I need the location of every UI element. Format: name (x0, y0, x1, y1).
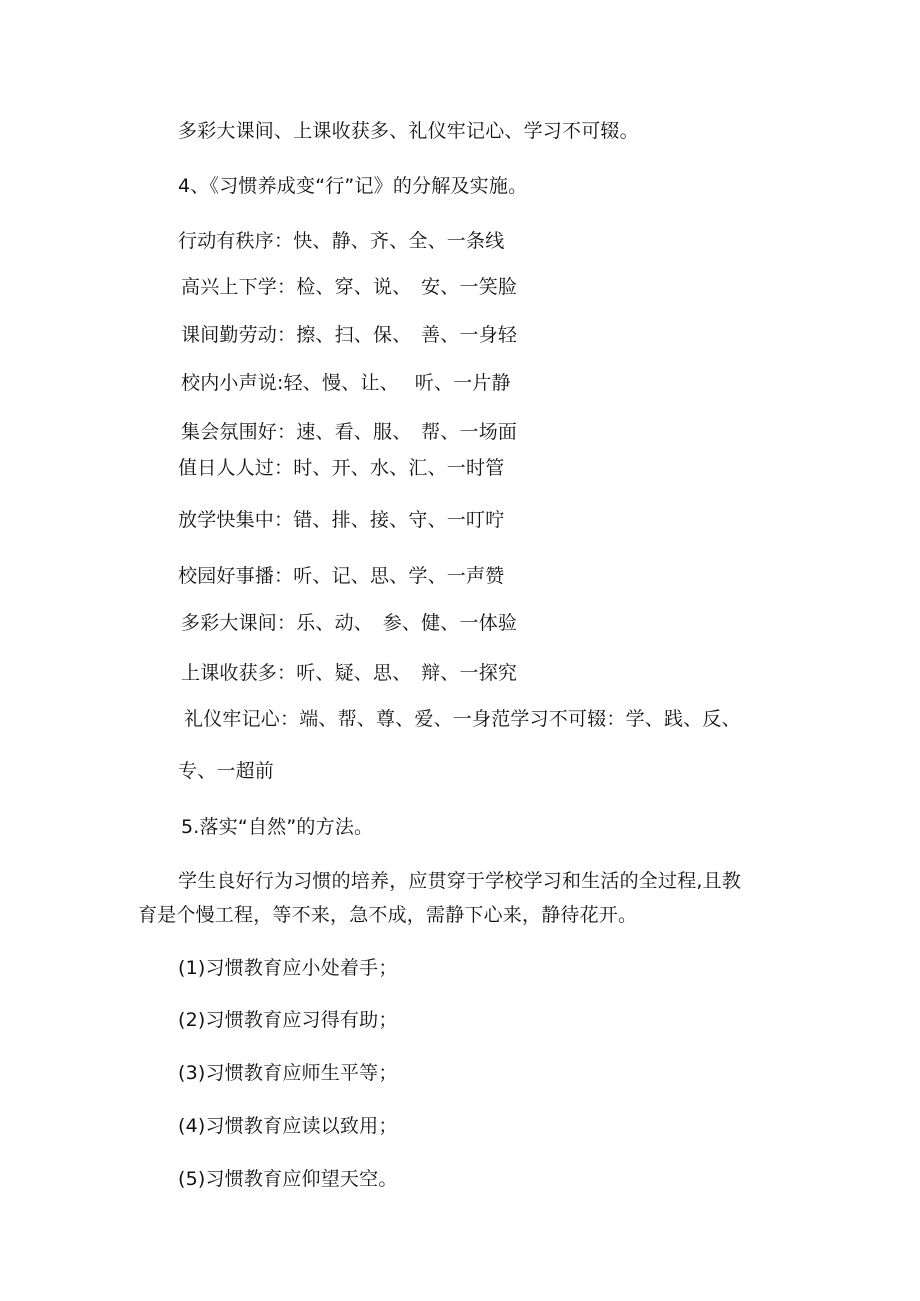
section-heading: 5.落实“自然”的方法。 (181, 816, 374, 838)
list-item: (1)习惯教育应小处着手； (178, 957, 398, 979)
text-line: 值日人人过：时、开、水、汇、一时管 (178, 457, 505, 479)
text-line: 多彩大课间：乐、动、 参、健、一体验 (181, 612, 518, 634)
list-item: (5)习惯教育应仰望天空。 (178, 1168, 398, 1190)
text-line: 放学快集中：错、排、接、守、一叮咛 (178, 509, 505, 531)
paragraph-line: 学生良好行为习惯的培养，应贯穿于学校学习和生活的全过程,且教 (178, 870, 742, 892)
list-item: (2)习惯教育应习得有助； (178, 1009, 398, 1031)
text-line: 校园好事播：听、记、思、学、一声赞 (178, 565, 505, 587)
list-item: (4)习惯教育应读以致用； (178, 1115, 398, 1137)
text-line: 礼仪牢记心：端、帮、尊、爱、一身范学习不可辍：学、践、反、 (184, 708, 741, 730)
text-line: 课间勤劳动：擦、扫、保、 善、一身轻 (181, 324, 518, 346)
text-line: 校内小声说:轻、慢、让、 听、一片静 (181, 372, 511, 394)
list-item: (3)习惯教育应师生平等； (178, 1062, 398, 1084)
text-line: 行动有秩序：快、静、齐、全、一条线 (178, 230, 505, 252)
text-line: 上课收获多：听、疑、思、 辩、一探究 (181, 662, 518, 684)
text-line: 专、一超前 (178, 760, 275, 782)
text-line: 高兴上下学：检、穿、说、 安、一笑脸 (181, 276, 518, 298)
text-line: 多彩大课间、上课收获多、礼仪牢记心、学习不可辍。 (178, 120, 639, 142)
text-line: 集会氛围好：速、看、服、 帮、一场面 (181, 421, 518, 443)
section-heading: 4、《习惯养成变“行”记》的分解及实施。 (178, 175, 528, 197)
paragraph-line: 育是个慢工程，等不来，急不成，需静下心来，静待花开。 (138, 904, 638, 926)
